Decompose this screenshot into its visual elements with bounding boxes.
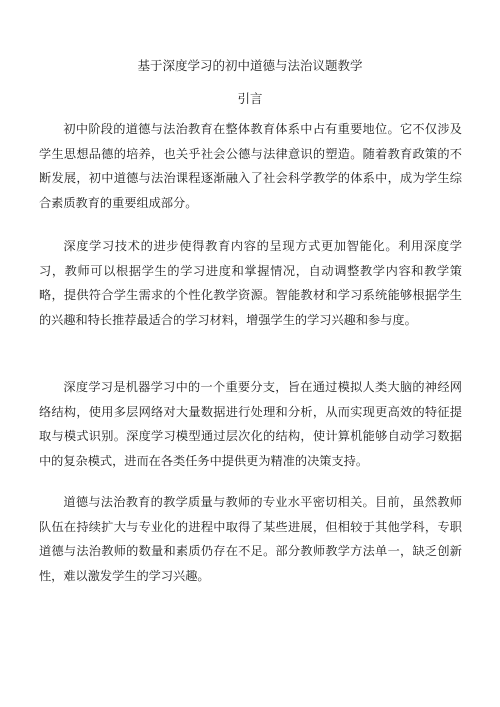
section-heading: 引言 [237, 91, 263, 106]
paragraph-3: 深度学习是机器学习中的一个重要分支，旨在通过模拟人类大脑的神经网络结构，使用多层网络对大量数据进行处理和分析，从而实现更高效的特征提取与模式识别。深度学习模型通过层次化的结构，使计算机能够自动学习数据中的复杂模式，进而在各类任务中提供更为精准的决策支持。 [39, 380, 462, 468]
paragraph-1: 初中阶段的道德与法治教育在整体教育体系中占有重要地位。它不仅涉及学生思想品德的培养，也关乎社会公德与法律意识的塑造。随着教育政策的不断发展，初中道德与法治课程逐渐融入了社会科学教学的体系中，成为学生综合素质教育的重要组成部分。 [39, 122, 462, 210]
paragraph-4: 道德与法治教育的教学质量与教师的专业水平密切相关。目前，虽然教师队伍在持续扩大与专业化的进程中取得了某些进展，但相较于其他学科，专职道德与法治教师的数量和素质仍存在不足。部分教师教学方法单一，缺乏创新性，难以激发学生的学习兴趣。 [39, 495, 462, 583]
document-title: 基于深度学习的初中道德与法治议题教学 [137, 58, 363, 73]
paragraph-2: 深度学习技术的进步使得教育内容的呈现方式更加智能化。利用深度学习，教师可以根据学生的学习进度和掌握情况，自动调整教学内容和教学策略，提供符合学生需求的个性化教学资源。智能教材和学习系统能够根据学生的兴趣和特长推荐最适合的学习材料，增强学生的学习兴趣和参与度。 [39, 239, 462, 327]
